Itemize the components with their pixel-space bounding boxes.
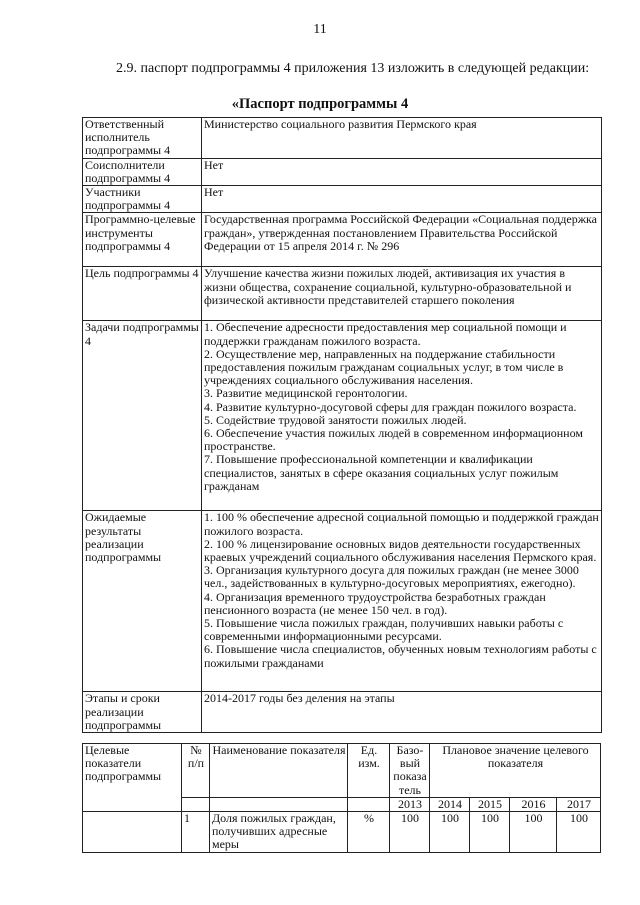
passport-value-line: 2014-2017 годы без деления на этапы: [204, 691, 395, 706]
task-item: 7. Повышение профессиональной компетенции и квалификации специалистов, занятых в сфере оказания социальных услуг пожилым гражданам: [204, 452, 559, 493]
task-item: 5. Содействие трудовой занятости пожилых людей.: [204, 412, 467, 427]
passport-label: Программно-целевые инструменты подпрограммы 4: [83, 213, 202, 267]
passport-value-line: Нет: [204, 185, 224, 200]
task-item: 2. Осуществление мер, направленных на поддержание стабильности предоставления пожилым гражданам социальных услуг, в том числе в учреждениях социального обслуживания населения.: [204, 346, 564, 388]
year-cell: 2015: [470, 797, 510, 811]
passport-label: Ответственный исполнитель подпрограммы 4: [83, 118, 202, 159]
result-item: 6. Повышение числа специалистов, обученных новым технологиям работы с пожилыми гражданами: [204, 642, 597, 670]
result-item: 1. 100 % обеспечение адресной социальной помощью и поддержкой граждан пожилого возраста.: [204, 510, 599, 538]
indicators-label: Целевые показатели подпрограммы: [83, 744, 182, 812]
indicator-value: 100: [470, 812, 510, 853]
passport-row-tasks: [83, 321, 602, 511]
year-cell: 2017: [557, 797, 601, 811]
passport-value: [202, 267, 602, 321]
passport-label: Этапы и сроки реализации подпрограммы: [83, 692, 202, 733]
intro-text: 2.9. паспорт подпрограммы 4 приложения 13 изложить в следующей редакции:: [116, 61, 590, 76]
year-cell: 2013: [390, 797, 430, 811]
passport-value: [202, 213, 602, 267]
passport-value: [202, 321, 602, 511]
result-item: 4. Организация временного трудоустройства безработных граждан пенсионного возраста (не менее 150 чел. в год).: [204, 589, 546, 617]
header-name: Наименование показателя: [210, 744, 348, 798]
passport-label: Ожидаемые результаты реализации подпрограммы: [83, 511, 202, 692]
passport-label: Соисполнители подпрограммы 4: [83, 158, 202, 185]
indicator-label-empty: [83, 812, 182, 853]
header-unit: Ед. изм.: [348, 744, 390, 798]
passport-value-line: Государственная программа Российской Федерации «Социальная поддержка граждан», утвержденная постановлением Правительства Российской Федерации от 15 апреля 2014 г. № 296: [204, 212, 598, 253]
year-cell-empty: [210, 797, 348, 811]
indicator-value: 100: [557, 812, 601, 853]
year-cell-empty: [182, 797, 210, 811]
result-item: 5. Повышение числа пожилых граждан, получивших навыки работы с современными информационными ресурсами.: [204, 616, 564, 644]
indicator-value: 100: [510, 812, 557, 853]
indicator-value: 100: [390, 812, 430, 853]
page-number: 11: [313, 22, 327, 37]
indicator-name: Доля пожилых граждан, получивших адресные меры: [210, 812, 348, 853]
passport-row-participants: [83, 186, 602, 213]
intro-paragraph: [82, 58, 602, 79]
year-cell-empty: [348, 797, 390, 811]
indicators-header-row: [83, 744, 601, 798]
passport-label: Цель подпрограммы 4: [83, 267, 202, 321]
passport-row-responsible: [83, 118, 602, 159]
year-cell: 2014: [430, 797, 470, 811]
passport-row-goal: [83, 267, 602, 321]
passport-label: Участники подпрограммы 4: [83, 186, 202, 213]
passport-row-results: [83, 511, 602, 692]
header-plan: Плановое значение целевого показателя: [430, 744, 601, 798]
passport-value: [202, 158, 602, 185]
task-item: 3. Развитие медицинской геронтологии.: [204, 386, 408, 401]
indicator-value: 100: [430, 812, 470, 853]
task-item: 6. Обеспечение участия пожилых людей в современном информационном пространстве.: [204, 426, 583, 454]
result-item: 2. 100 % лицензирование основных видов деятельности государственных краевых учреждений социального обслуживания населения Пермского края.: [204, 536, 597, 565]
passport-value: [202, 692, 602, 733]
header-base: Базо-вый показа тель: [390, 744, 430, 798]
passport-value-line: Улучшение качества жизни пожилых людей, активизация их участия в жизни общества, сохранение социальной, культурно-образовательной и физической активности представителей старшего поколения: [204, 266, 572, 307]
passport-value: [202, 186, 602, 213]
passport-table: [82, 117, 602, 733]
passport-value: [202, 511, 602, 692]
indicator-num: 1: [182, 812, 210, 853]
passport-label: Задачи подпрограммы 4: [83, 321, 202, 511]
passport-value-line: Министерство социального развития Пермского края: [204, 117, 477, 131]
indicator-unit: %: [348, 812, 390, 853]
indicators-table: [82, 743, 601, 853]
year-cell: 2016: [510, 797, 557, 811]
indicator-row: [83, 812, 601, 853]
passport-row-coexecutors: [83, 158, 602, 185]
header-num: № п/п: [182, 744, 210, 798]
task-item: 1. Обеспечение адресности предоставления мер социальной помощи и поддержки гражданам пожилого возраста.: [204, 320, 567, 348]
task-item: 4. Развитие культурно-досуговой сферы для граждан пожилого возраста.: [204, 399, 577, 414]
passport-value-line: Нет: [204, 157, 224, 172]
passport-title: «Паспорт подпрограммы 4: [231, 96, 409, 112]
result-item: 3. Организация культурного досуга для пожилых граждан (не менее 3000 чел., задействованных в культурно-досуговых мероприятиях, ежегодно).: [204, 563, 579, 591]
passport-row-stages: [83, 692, 602, 733]
passport-value: [202, 118, 602, 159]
passport-row-instruments: [83, 213, 602, 267]
